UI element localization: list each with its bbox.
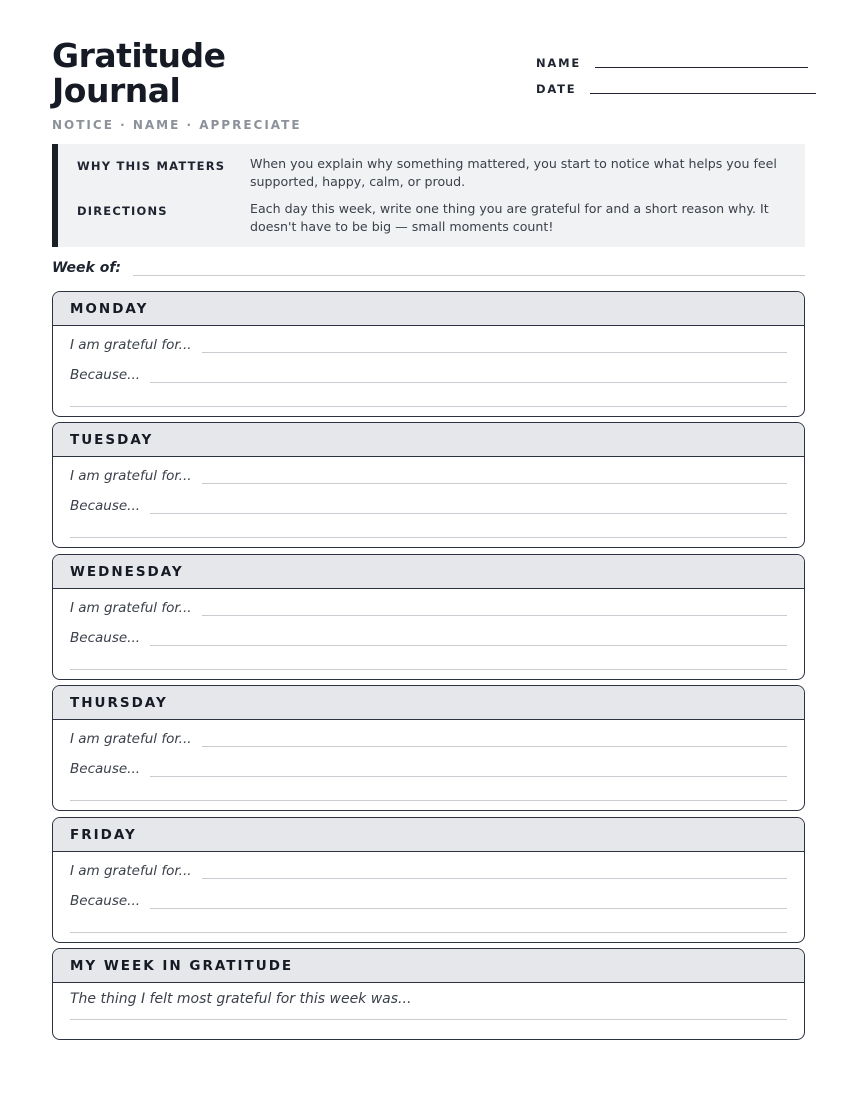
because-prompt: Because... bbox=[70, 498, 141, 514]
grateful-row bbox=[70, 589, 787, 617]
day-title: MONDAY bbox=[70, 300, 149, 317]
day-card-header bbox=[53, 555, 804, 589]
date-row bbox=[536, 70, 816, 96]
why-text: When you explain why something mattered, you start to notice what helps you feel supported, happy, calm, or proud. bbox=[250, 156, 777, 189]
student-info bbox=[536, 44, 816, 96]
because-prompt: Because... bbox=[70, 761, 141, 777]
grateful-field[interactable] bbox=[202, 352, 787, 353]
grateful-row bbox=[70, 852, 787, 880]
day-card-monday bbox=[52, 291, 805, 417]
because-field[interactable] bbox=[150, 908, 787, 909]
day-card-body bbox=[53, 457, 804, 538]
grateful-prompt: I am grateful for... bbox=[70, 600, 192, 616]
worksheet-header bbox=[52, 38, 805, 138]
because-field[interactable] bbox=[150, 776, 787, 777]
because-field[interactable] bbox=[150, 382, 787, 383]
day-card-body bbox=[53, 720, 804, 801]
because-prompt: Because... bbox=[70, 893, 141, 909]
grateful-prompt: I am grateful for... bbox=[70, 863, 192, 879]
because-row bbox=[70, 354, 787, 384]
day-title: THURSDAY bbox=[70, 694, 168, 711]
title-line-1: Gratitude bbox=[52, 36, 226, 75]
day-card-header bbox=[53, 292, 804, 326]
grateful-field[interactable] bbox=[202, 615, 787, 616]
grateful-field[interactable] bbox=[202, 746, 787, 747]
grateful-row bbox=[70, 457, 787, 485]
grateful-field[interactable] bbox=[202, 878, 787, 879]
name-label: NAME bbox=[536, 56, 582, 70]
because-row bbox=[70, 880, 787, 910]
because-row bbox=[70, 617, 787, 647]
day-card-header bbox=[53, 423, 804, 457]
day-card-tuesday bbox=[52, 422, 805, 548]
name-field[interactable] bbox=[595, 67, 808, 68]
grateful-field[interactable] bbox=[202, 483, 787, 484]
day-card-friday bbox=[52, 817, 805, 943]
summary-card bbox=[52, 948, 805, 1040]
grateful-prompt: I am grateful for... bbox=[70, 468, 192, 484]
why-label: WHY THIS MATTERS bbox=[77, 159, 226, 173]
day-title: TUESDAY bbox=[70, 431, 154, 448]
extra-writing-line[interactable] bbox=[70, 384, 787, 407]
why-row bbox=[77, 155, 797, 191]
week-of-label: Week of: bbox=[52, 260, 122, 276]
directions-text: Each day this week, write one thing you are grateful for and a short reason why. It doesn't have to be big — small moments count! bbox=[250, 201, 769, 234]
because-field[interactable] bbox=[150, 645, 787, 646]
summary-card-header bbox=[53, 949, 804, 983]
summary-writing-line[interactable] bbox=[70, 1007, 787, 1020]
extra-writing-line[interactable] bbox=[70, 778, 787, 801]
because-row bbox=[70, 748, 787, 778]
date-label: DATE bbox=[536, 82, 577, 96]
page-subtitle: NOTICE · NAME · APPRECIATE bbox=[52, 118, 302, 132]
name-row bbox=[536, 44, 816, 70]
day-card-wednesday bbox=[52, 554, 805, 680]
directions-row bbox=[77, 200, 797, 236]
day-card-header bbox=[53, 818, 804, 852]
grateful-prompt: I am grateful for... bbox=[70, 337, 192, 353]
summary-prompt: The thing I felt most grateful for this week was... bbox=[70, 991, 412, 1007]
day-card-body bbox=[53, 852, 804, 933]
extra-writing-line[interactable] bbox=[70, 515, 787, 538]
worksheet-page bbox=[52, 36, 805, 1007]
week-of-field[interactable] bbox=[133, 275, 805, 276]
day-card-header bbox=[53, 686, 804, 720]
day-title: WEDNESDAY bbox=[70, 563, 184, 580]
day-card-body bbox=[53, 589, 804, 670]
grateful-prompt: I am grateful for... bbox=[70, 731, 192, 747]
title-line-2: Journal bbox=[52, 71, 181, 110]
summary-card-body bbox=[53, 983, 804, 1020]
day-card-body bbox=[53, 326, 804, 407]
week-of-row bbox=[52, 260, 805, 276]
because-row bbox=[70, 485, 787, 515]
grateful-row bbox=[70, 720, 787, 748]
directions-label: DIRECTIONS bbox=[77, 204, 168, 218]
date-field[interactable] bbox=[590, 93, 816, 94]
extra-writing-line[interactable] bbox=[70, 647, 787, 670]
instructions-panel bbox=[52, 144, 805, 247]
because-prompt: Because... bbox=[70, 367, 141, 383]
because-prompt: Because... bbox=[70, 630, 141, 646]
summary-title: MY WEEK IN GRATITUDE bbox=[70, 957, 294, 974]
day-title: FRIDAY bbox=[70, 826, 137, 843]
grateful-row bbox=[70, 326, 787, 354]
extra-writing-line[interactable] bbox=[70, 910, 787, 933]
because-field[interactable] bbox=[150, 513, 787, 514]
day-card-thursday bbox=[52, 685, 805, 811]
